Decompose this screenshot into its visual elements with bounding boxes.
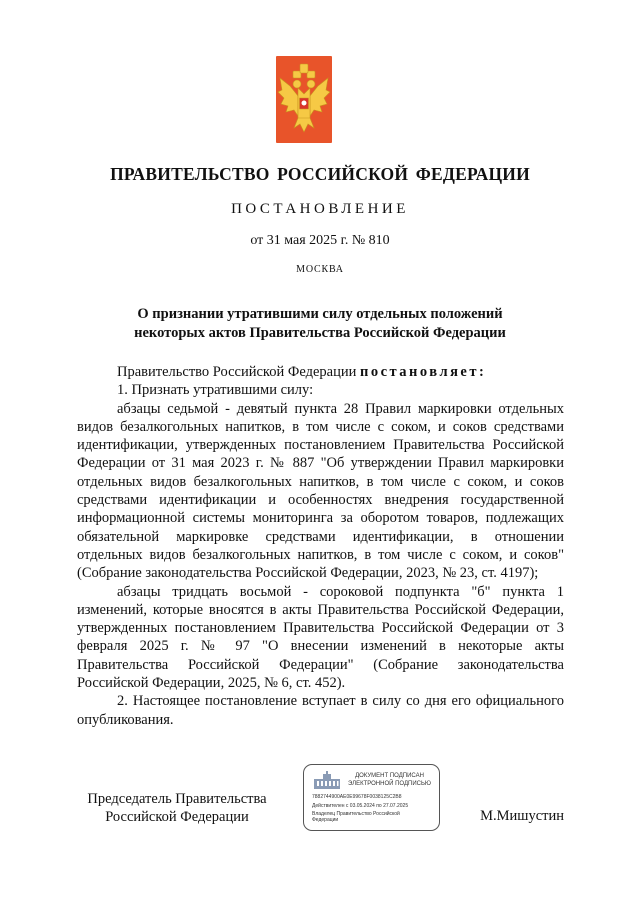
document-body — [77, 363, 564, 729]
paragraph-1: 1. Признать утратившими силу: — [117, 382, 314, 399]
subject-line-1: О признании утратившими силу отдельных положений — [137, 306, 503, 322]
document-type: ПОСТАНОВЛЕНИЕ — [231, 201, 409, 217]
subject-line-2: некоторых актов Правительства Российской Федерации — [134, 325, 506, 341]
paragraph-2: абзацы седьмой - девятый пункта 28 Правил маркировки отдельных видов безалкогольных напитков, в том числе с соком, и соков средствами идентификации, утвержденных постановлением Правительства Российской Федерации от 31 мая 2023 г. № 887 "Об утверждении Правил маркировки отдельных видов безалкогольных напитков, в том числе с соком, и соков средствами идентификации и особенностях внедрения государственной информационной системы мониторинга за оборотом товаров, подлежащих обязательной маркировке средствами идентификации, в отношении отдельных видов безалкогольных напитков, в том числе с соком, и соков" (Собрание законодательства Российской Федерации, 2023, № 23, ст. 4197); — [77, 400, 564, 582]
paragraph-4: 2. Настоящее постановление вступает в силу со дня его официального опубликования. — [77, 693, 564, 728]
electronic-signature-stamp — [303, 764, 440, 831]
paragraph-3: абзацы тридцать восьмой - сороковой подпункта "б" пункта 1 изменений, которые вносятся в акты Правительства Российской Федерации, утвержденных постановлением Правительства Российской Федерации от 3 февраля 2025 г. № 97 "О внесении изменений в некоторые акты Правительства Российской Федерации" (Собрание законодательства Российской Федерации, 2025, № 6, ст. 452). — [77, 583, 564, 692]
intro-text: Правительство Российской Федерации — [117, 364, 360, 380]
document-date-number: от 31 мая 2025 г. № 810 — [250, 233, 390, 248]
stamp-owner-line-2: Федерации — [312, 817, 339, 823]
russian-coat-of-arms-icon — [276, 56, 332, 143]
coat-of-arms-emblem — [276, 56, 332, 143]
signer-name: М.Мишустин — [480, 808, 564, 824]
stamp-title-line-2: ЭЛЕКТРОННОЙ ПОДПИСЬЮ — [348, 781, 431, 787]
intro-paragraph — [77, 363, 564, 381]
signer-position-line-1: Председатель Правительства — [87, 791, 267, 807]
stamp-title-line-1: ДОКУМЕНТ ПОДПИСАН — [355, 773, 424, 779]
stamp-serial: 7882744900AE0E99678F0038125C2B8 — [312, 794, 402, 800]
stamp-title — [342, 772, 437, 788]
signer-position — [77, 790, 277, 826]
government-building-icon — [312, 771, 342, 791]
intro-emphasis: постановляет: — [359, 364, 487, 380]
document-subject — [0, 305, 640, 343]
government-title: ПРАВИТЕЛЬСТВО РОССИЙСКОЙ ФЕДЕРАЦИИ — [110, 164, 530, 184]
signer-position-line-2: Российской Федерации — [105, 809, 249, 825]
stamp-validity: Действителен с 03.05.2024 по 27.07.2025 — [312, 803, 409, 809]
document-city: МОСКВА — [296, 264, 344, 275]
stamp-owner-line-1: Владелец Правительство Российской — [312, 811, 400, 817]
